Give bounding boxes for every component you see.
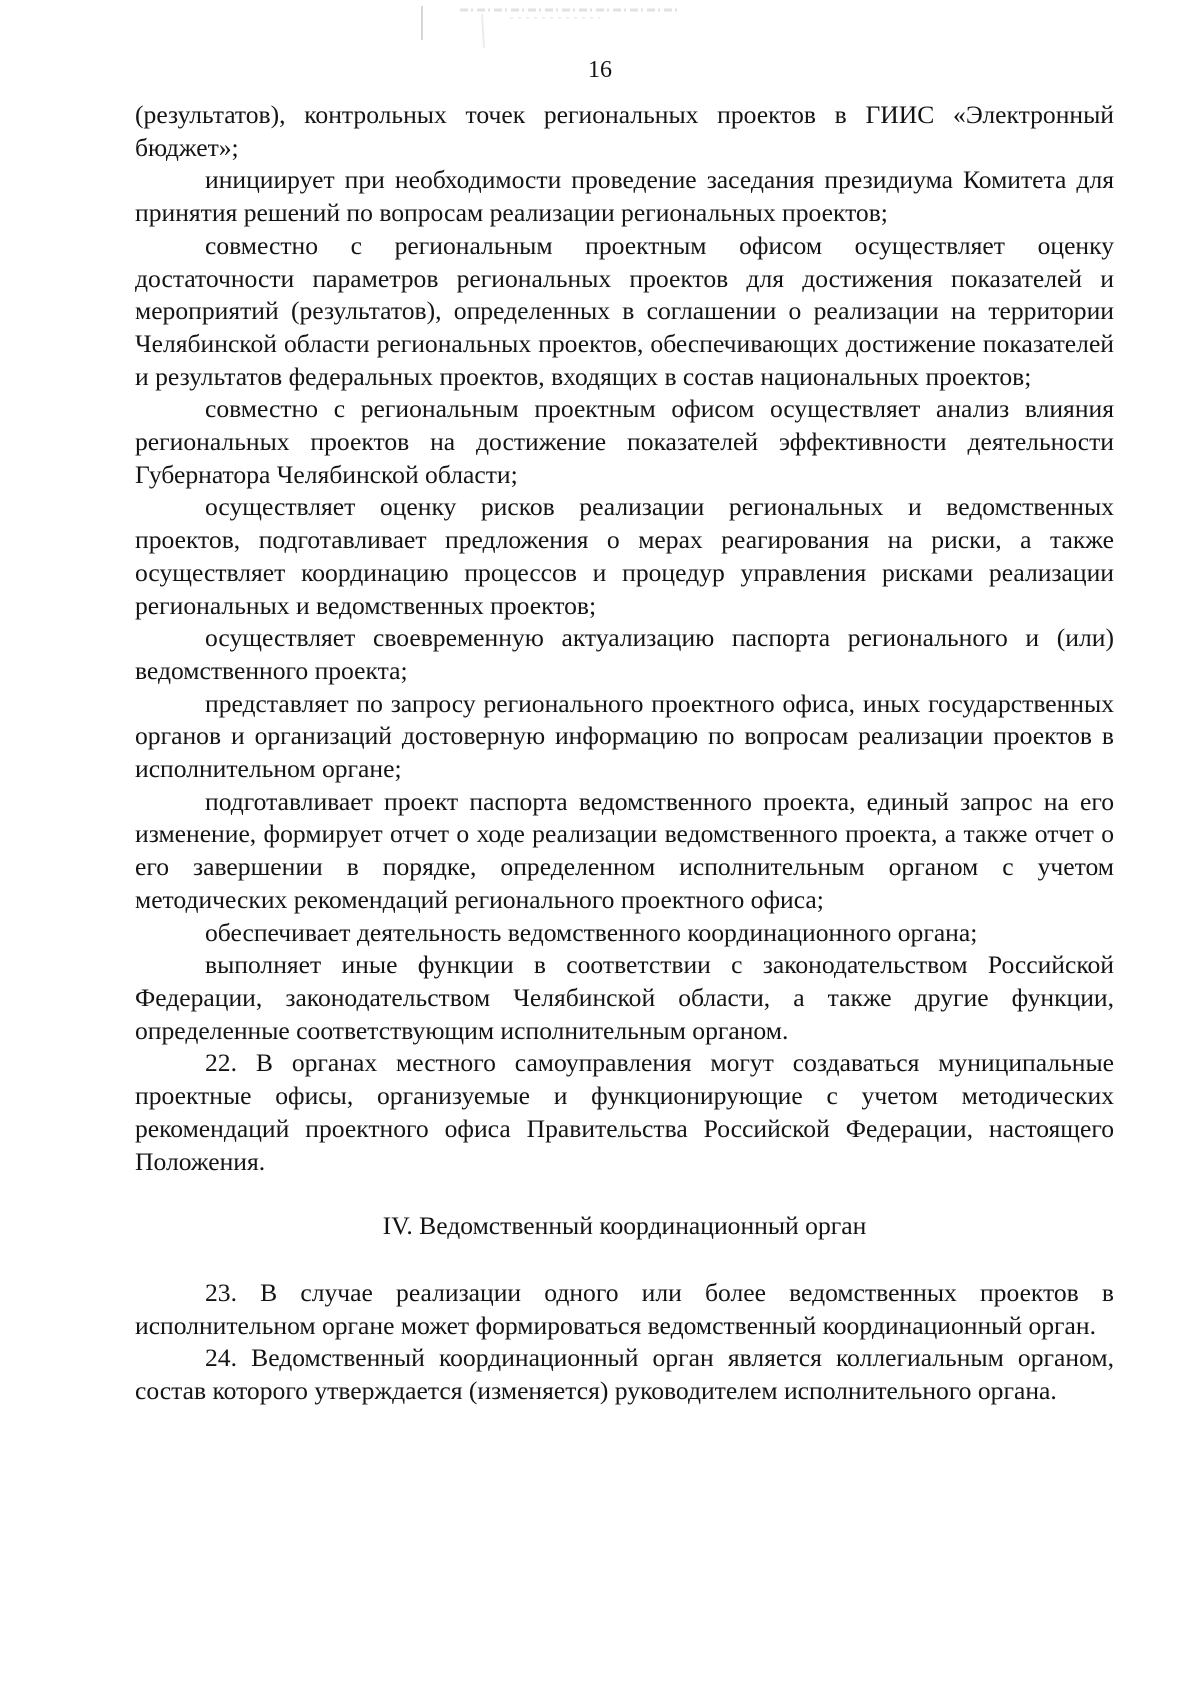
paragraph-text: 24. Ведомственный координационный орган является коллегиальным органом, состав которого утверждается (изменяется) руководителем исполнительного органа. (135, 1343, 1114, 1406)
paragraph-clause-24 (135, 1342, 1114, 1407)
paragraph-text: инициирует при необходимости проведение заседания президиума Комитета для принятия решений по вопросам реализации региональных проектов; (135, 165, 1114, 228)
paragraph (135, 786, 1114, 917)
paragraph (135, 99, 1114, 164)
paragraph (135, 230, 1114, 394)
paragraph-text: 22. В органах местного самоуправления могут создаваться муниципальные проектные офисы, организуемые и функционирующие с учетом методических рекомендаций проектного офиса Правительства Российской Федерации, настоящего Положения. (135, 1048, 1114, 1176)
paragraph-text: выполняет иные функции в соответствии с законодательством Российской Федерации, законодательством Челябинской области, а также другие функции, определенные соответствующим исполнительным органом. (135, 950, 1114, 1045)
scan-artifact (420, 0, 750, 60)
paragraph-text: обеспечивает деятельность ведомственного координационного органа; (205, 917, 978, 947)
paragraph (135, 622, 1114, 687)
page-number: 16 (588, 57, 612, 83)
paragraph-clause-22 (135, 1047, 1114, 1178)
paragraph-text: совместно с региональным проектным офисом осуществляет оценку достаточности параметров региональных проектов для достижения показателей и мероприятий (результатов), определенных в соглашении о реализации на территории Челябинской области региональных проектов, обеспечивающих достижение показателей и результатов федеральных проектов, входящих в состав национальных проектов; (135, 230, 1114, 391)
paragraph (135, 491, 1114, 622)
paragraph (135, 949, 1114, 1047)
paragraph-text: 23. В случае реализации одного или более ведомственных проектов в исполнительном органе может формироваться ведомственный координационный орган. (135, 1277, 1114, 1340)
document-body (135, 99, 1114, 1408)
paragraph-text: совместно с региональным проектным офисом осуществляет анализ влияния региональных проектов на достижение показателей эффективности деятельности Губернатора Челябинской области; (135, 394, 1114, 489)
paragraph-text: подготавливает проект паспорта ведомственного проекта, единый запрос на его изменение, формирует отчет о ходе реализации ведомственного проекта, а также отчет о его завершении в порядке, определенном исполнительным органом с учетом методических рекомендаций регионального проектного офиса; (135, 786, 1114, 914)
paragraph (135, 917, 1114, 950)
paragraph (135, 164, 1114, 229)
paragraph (135, 688, 1114, 786)
paragraph-clause-23 (135, 1277, 1114, 1342)
paragraph-text: представляет по запросу регионального проектного офиса, иных государственных органов и организаций достоверную информацию по вопросам реализации проектов в исполнительном органе; (135, 688, 1114, 784)
paragraph-text: (результатов), контрольных точек региональных проектов в ГИИС «Электронный бюджет»; (135, 100, 1114, 162)
paragraph-text: осуществляет своевременную актуализацию паспорта регионального и (или) ведомственного проекта; (135, 623, 1114, 685)
paragraph-text: осуществляет оценку рисков реализации региональных и ведомственных проектов, подготавливает предложения о мерах реагирования на риски, а также осуществляет координацию процессов и процедур управления рисками реализации региональных и ведомственных проектов; (135, 492, 1114, 620)
paragraph (135, 393, 1114, 491)
section-heading: IV. Ведомственный координационный орган (382, 1211, 867, 1241)
